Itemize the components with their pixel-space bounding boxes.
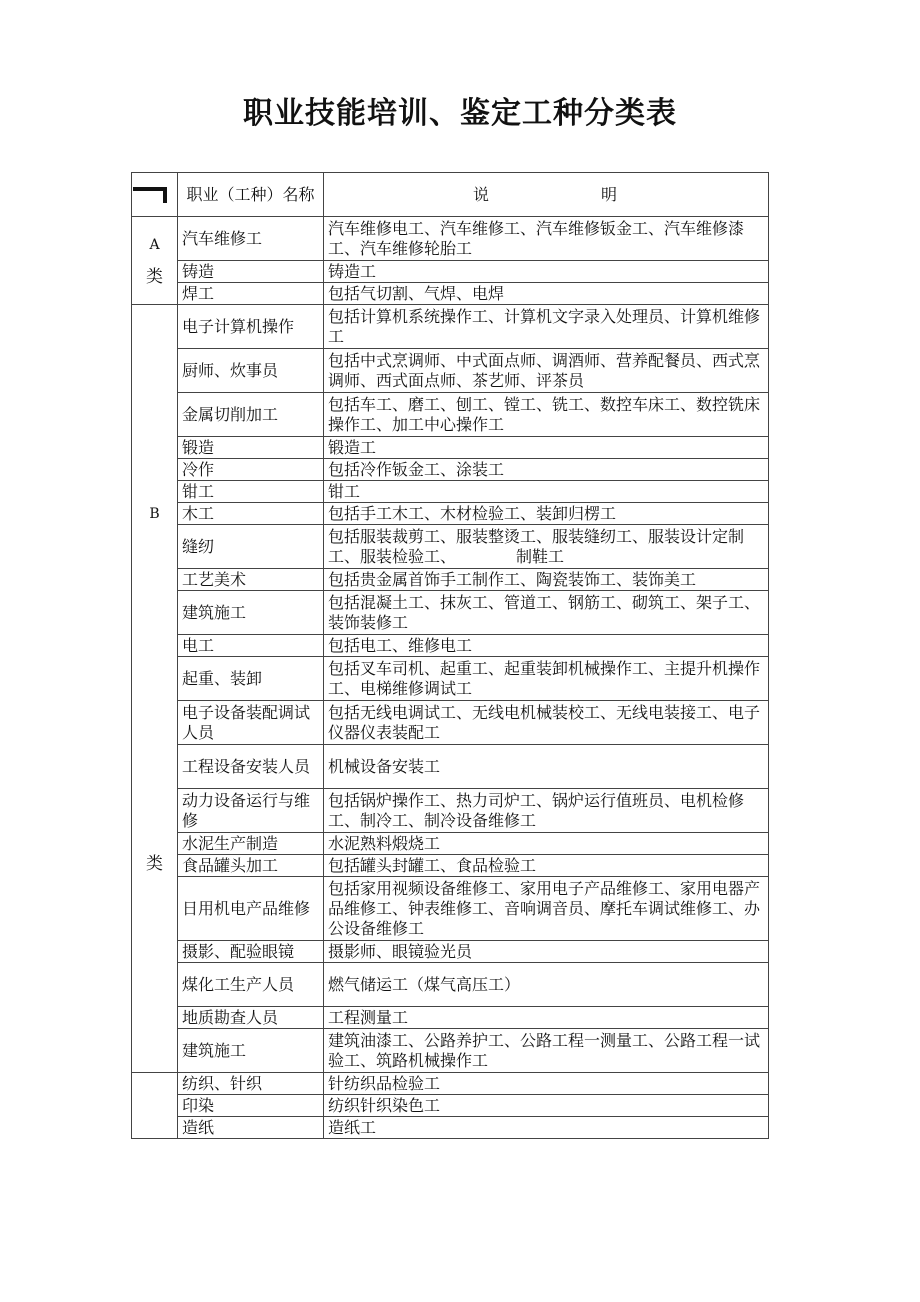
occupation-desc: 燃气储运工（煤气高压工） [324, 963, 769, 1007]
table-row [132, 217, 769, 261]
occupation-name: 电工 [178, 635, 324, 657]
table-row [132, 877, 769, 941]
table-row [132, 459, 769, 481]
occupation-name: 地质勘查人员 [178, 1007, 324, 1029]
occupation-name: 动力设备运行与维修 [178, 789, 324, 833]
occupation-desc-part: 制鞋工 [516, 546, 565, 566]
occupation-name: 工程设备安装人员 [178, 745, 324, 789]
table-row [132, 283, 769, 305]
occupation-desc: 水泥熟料煅烧工 [324, 833, 769, 855]
occupation-name: 木工 [178, 503, 324, 525]
category-letter: A [149, 236, 160, 253]
occupation-desc: 包括家用视频设备维修工、家用电子产品维修工、家用电器产品维修工、钟表维修工、音响调音员、摩托车调试维修工、办公设备维修工 [324, 877, 769, 941]
occupation-desc: 包括罐头封罐工、食品检验工 [324, 855, 769, 877]
occupation-name: 冷作 [178, 459, 324, 481]
occupation-name: 水泥生产制造 [178, 833, 324, 855]
occupation-name: 建筑施工 [178, 1029, 324, 1073]
occupation-desc [324, 525, 769, 569]
occupation-desc: 包括计算机系统操作工、计算机文字录入处理员、计算机维修工 [324, 305, 769, 349]
table-header-row [132, 173, 769, 217]
table-row [132, 657, 769, 701]
occupation-name: 汽车维修工 [178, 217, 324, 261]
occupation-desc: 包括混凝土工、抹灰工、管道工、钢筋工、砌筑工、架子工、装饰装修工 [324, 591, 769, 635]
page-title: 职业技能培训、鉴定工种分类表 [243, 96, 677, 131]
category-c-cell [132, 1073, 178, 1139]
occupation-name: 钳工 [178, 481, 324, 503]
table-row [132, 1073, 769, 1095]
occupation-desc: 铸造工 [324, 261, 769, 283]
occupation-name: 食品罐头加工 [178, 855, 324, 877]
occupation-desc: 包括中式烹调师、中式面点师、调酒师、营养配餐员、西式烹调师、西式面点师、茶艺师、评茶员 [324, 349, 769, 393]
table-row [132, 481, 769, 503]
occupation-desc: 包括气切割、气焊、电焊 [324, 283, 769, 305]
header-desc-right: 明 [601, 184, 620, 204]
header-desc-left: 说 [472, 184, 491, 204]
occupation-desc: 包括电工、维修电工 [324, 635, 769, 657]
occupation-desc: 包括锅炉操作工、热力司炉工、锅炉运行值班员、电机检修工、制冷工、制冷设备维修工 [324, 789, 769, 833]
table-row [132, 963, 769, 1007]
table-row [132, 1007, 769, 1029]
header-description [324, 173, 769, 217]
category-letter: B [149, 505, 160, 522]
occupation-desc: 摄影师、眼镜验光员 [324, 941, 769, 963]
table-row [132, 789, 769, 833]
occupation-name: 工艺美术 [178, 569, 324, 591]
occupation-desc: 包括手工木工、木材检验工、装卸归楞工 [324, 503, 769, 525]
table-row [132, 745, 769, 789]
occupation-name: 煤化工生产人员 [178, 963, 324, 1007]
table-row [132, 525, 769, 569]
category-suffix: 类 [146, 853, 163, 874]
occupation-desc: 包括贵金属首饰手工制作工、陶瓷装饰工、装饰美工 [324, 569, 769, 591]
occupation-name: 造纸 [178, 1117, 324, 1139]
occupation-name: 印染 [178, 1095, 324, 1117]
occupation-desc: 钳工 [324, 481, 769, 503]
corner-mark [133, 187, 167, 203]
table-row [132, 503, 769, 525]
occupation-name: 电子计算机操作 [178, 305, 324, 349]
occupation-desc: 工程测量工 [324, 1007, 769, 1029]
table-row [132, 261, 769, 283]
header-name: 职业（工种）名称 [178, 173, 324, 217]
occupation-name: 起重、装卸 [178, 657, 324, 701]
corner-cell [132, 173, 178, 217]
occupation-desc: 锻造工 [324, 437, 769, 459]
table-row [132, 701, 769, 745]
occupation-name: 电子设备装配调试人员 [178, 701, 324, 745]
table-row [132, 833, 769, 855]
occupation-desc: 包括无线电调试工、无线电机械装校工、无线电装接工、电子仪器仪表装配工 [324, 701, 769, 745]
occupation-name: 日用机电产品维修 [178, 877, 324, 941]
occupation-desc: 建筑油漆工、公路养护工、公路工程一测量工、公路工程一试验工、筑路机械操作工 [324, 1029, 769, 1073]
category-suffix: 类 [146, 266, 163, 287]
occupation-desc: 包括车工、磨工、刨工、镗工、铣工、数控车床工、数控铣床操作工、加工中心操作工 [324, 393, 769, 437]
occupation-desc: 纺织针织染色工 [324, 1095, 769, 1117]
occupation-name: 金属切削加工 [178, 393, 324, 437]
table-row [132, 569, 769, 591]
occupation-table [131, 172, 769, 1139]
table-row [132, 437, 769, 459]
table-row [132, 1095, 769, 1117]
category-a-cell [132, 217, 178, 305]
category-b-cell [132, 305, 178, 1073]
occupation-name: 缝纫 [178, 525, 324, 569]
occupation-desc-part: 包括服装裁剪工、服装整烫工、服装缝纫工、服装设计定制工、服装检验工、 [328, 526, 745, 566]
occupation-desc: 针纺织品检验工 [324, 1073, 769, 1095]
occupation-name: 摄影、配验眼镜 [178, 941, 324, 963]
table-row [132, 635, 769, 657]
table-row [132, 591, 769, 635]
table-row [132, 305, 769, 349]
occupation-name: 铸造 [178, 261, 324, 283]
occupation-desc: 造纸工 [324, 1117, 769, 1139]
table-row [132, 941, 769, 963]
table-row [132, 1117, 769, 1139]
occupation-name: 锻造 [178, 437, 324, 459]
occupation-name: 焊工 [178, 283, 324, 305]
table-row [132, 393, 769, 437]
occupation-desc: 机械设备安装工 [324, 745, 769, 789]
occupation-desc: 汽车维修电工、汽车维修工、汽车维修钣金工、汽车维修漆工、汽车维修轮胎工 [324, 217, 769, 261]
table-row [132, 855, 769, 877]
occupation-name: 建筑施工 [178, 591, 324, 635]
occupation-name: 纺织、针织 [178, 1073, 324, 1095]
occupation-desc: 包括叉车司机、起重工、起重装卸机械操作工、主提升机操作工、电梯维修调试工 [324, 657, 769, 701]
table-row [132, 349, 769, 393]
table-row [132, 1029, 769, 1073]
occupation-desc: 包括冷作钣金工、涂装工 [324, 459, 769, 481]
occupation-name: 厨师、炊事员 [178, 349, 324, 393]
